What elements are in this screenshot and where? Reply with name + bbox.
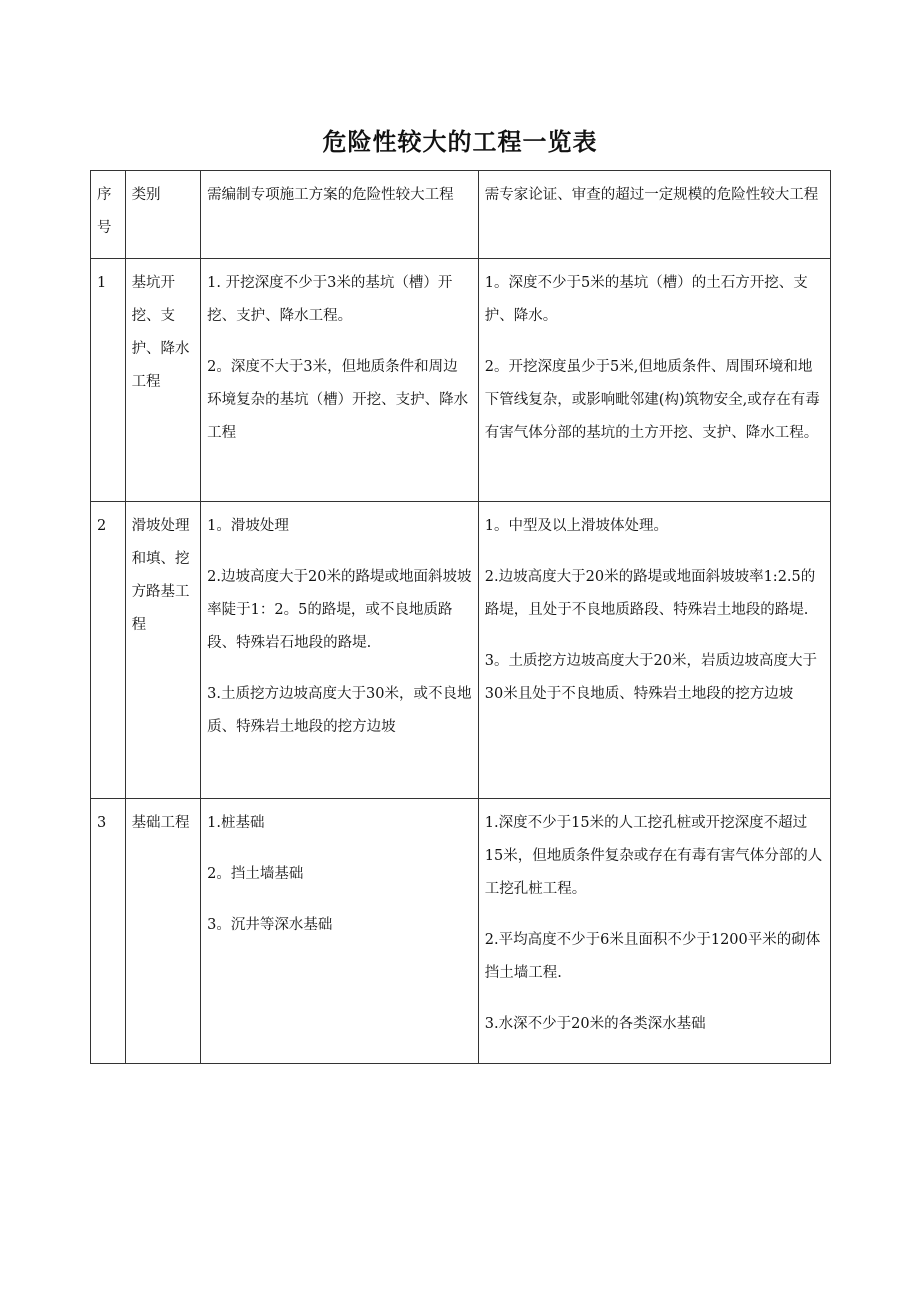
row-item: 2.平均高度不少于6米且面积不少于1200平米的砌体挡土墙工程. — [484, 932, 821, 981]
row-category: 基坑开挖、支护、降水工程 — [125, 259, 201, 502]
row-col-b — [478, 259, 830, 502]
row-item: 3.土质挖方边坡高度大于30米，或不良地质、特殊岩土地段的挖方边坡 — [207, 686, 472, 735]
row-seq: 1 — [91, 259, 126, 502]
row-item: 1.深度不少于15米的人工挖孔桩或开挖深度不超过15米，但地质条件复杂或存在有毒有害气体分部的人工挖孔桩工程。 — [484, 815, 823, 897]
row-col-b — [478, 799, 830, 1064]
header-category: 类别 — [125, 171, 201, 259]
table-row — [91, 259, 831, 502]
row-item: 1. 开挖深度不少于3米的基坑（槽）开挖、支护、降水工程。 — [207, 275, 453, 324]
row-item: 2。开挖深度虽少于5米,但地质条件、周围环境和地下管线复杂，或影响毗邻建(构)筑物安全,或存在有毒有害气体分部的基坑的土方开挖、支护、降水工程。 — [484, 359, 820, 441]
header-col-b: 需专家论证、审查的超过一定规模的危险性较大工程 — [478, 171, 830, 259]
row-item: 3。土质挖方边坡高度大于20米，岩质边坡高度大于30米且处于不良地质、特殊岩土地段的挖方边坡 — [484, 653, 817, 702]
row-item: 2.边坡高度大于20米的路堤或地面斜坡坡率1:2.5的路堤，且处于不良地质路段、特殊岩土地段的路堤. — [484, 569, 816, 618]
row-item: 2。深度不大于3米，但地质条件和周边环境复杂的基坑（槽）开挖、支护、降水工程 — [207, 359, 469, 441]
row-col-a — [201, 799, 479, 1064]
row-seq: 2 — [91, 502, 126, 799]
row-col-a — [201, 259, 479, 502]
row-item: 1。滑坡处理 — [207, 518, 289, 534]
page-title: 危险性较大的工程一览表 — [322, 128, 598, 156]
row-item: 3。沉井等深水基础 — [207, 917, 333, 933]
table-row — [91, 799, 831, 1064]
table-row — [91, 502, 831, 799]
row-col-a — [201, 502, 479, 799]
header-col-a: 需编制专项施工方案的危险性较大工程 — [201, 171, 479, 259]
row-seq: 3 — [91, 799, 126, 1064]
row-category: 基础工程 — [125, 799, 201, 1064]
row-item: 1。深度不少于5米的基坑（槽）的土石方开挖、支护、降水。 — [484, 275, 808, 324]
row-category: 滑坡处理和填、挖方路基工程 — [125, 502, 201, 799]
table-header-row — [91, 171, 831, 259]
row-col-b — [478, 502, 830, 799]
row-item: 1.桩基础 — [207, 815, 265, 831]
row-item: 2。挡土墙基础 — [207, 866, 304, 882]
header-seq: 序号 — [91, 171, 126, 259]
row-item: 3.水深不少于20米的各类深水基础 — [484, 1016, 706, 1032]
row-item: 1。中型及以上滑坡体处理。 — [484, 518, 669, 534]
hazard-table — [90, 170, 831, 1064]
row-item: 2.边坡高度大于20米的路堤或地面斜坡坡率陡于1：2。5的路堤，或不良地质路段、特殊岩石地段的路堤. — [207, 569, 472, 651]
